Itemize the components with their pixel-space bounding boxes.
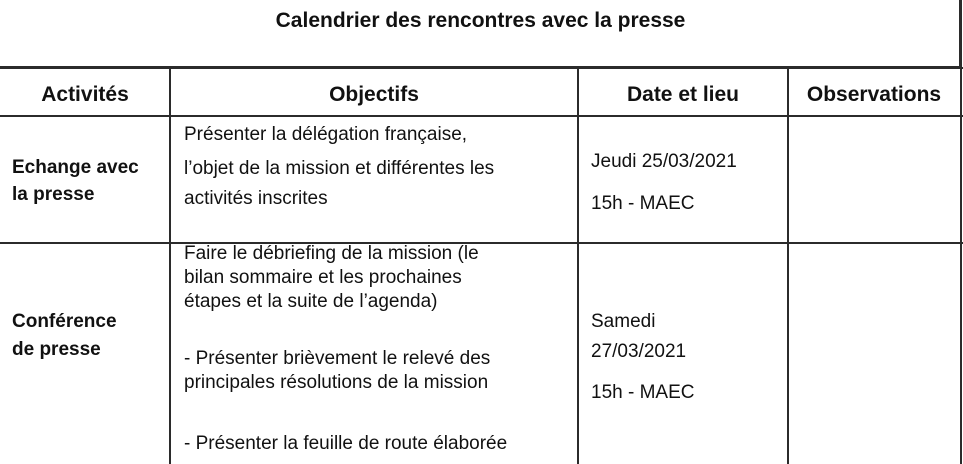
- col-divider-3: [787, 67, 789, 464]
- row2-activite-line2: de presse: [12, 339, 101, 360]
- row1-objectif-line3: activités inscrites: [184, 188, 328, 209]
- row2-objectif-line2: bilan sommaire et les prochaines: [184, 267, 462, 288]
- row2-objectif-line6: - Présenter la feuille de route élaborée: [184, 433, 508, 454]
- row2-objectif-line4: - Présenter brièvement le relevé des: [184, 348, 491, 369]
- col-divider-2: [577, 67, 579, 464]
- row1-date: Jeudi 25/03/2021: [591, 151, 737, 172]
- row2-date-day: Samedi: [591, 311, 656, 332]
- header-date-lieu: Date et lieu: [626, 83, 740, 106]
- header-top-border: [0, 67, 963, 69]
- table-right-border: [960, 0, 962, 464]
- row2-objectif-line5: principales résolutions de la mission: [184, 372, 489, 393]
- row2-activite-line1: Conférence: [12, 311, 117, 332]
- col-divider-1: [169, 67, 171, 464]
- row1-lieu: 15h - MAEC: [591, 193, 695, 214]
- header-bottom-border: [0, 115, 963, 117]
- header-activites: Activités: [41, 83, 129, 106]
- row1-objectif-line1: Présenter la délégation française,: [184, 124, 468, 145]
- row2-objectif-line3: étapes et la suite de l’agenda): [184, 291, 438, 312]
- table-title: Calendrier des rencontres avec la presse: [275, 9, 686, 32]
- row2-objectif-line1: Faire le débriefing de la mission (le: [184, 243, 479, 264]
- row1-activite-line1: Echange avec: [12, 157, 139, 178]
- row1-activite-line2: la presse: [12, 184, 95, 205]
- row1-bottom-border: [0, 242, 963, 244]
- row2-lieu: 15h - MAEC: [591, 382, 695, 403]
- header-objectifs: Objectifs: [329, 83, 419, 106]
- header-observations: Observations: [806, 83, 942, 106]
- row1-objectif-line2: l’objet de la mission et différentes les: [184, 158, 495, 179]
- row2-date: 27/03/2021: [591, 341, 687, 362]
